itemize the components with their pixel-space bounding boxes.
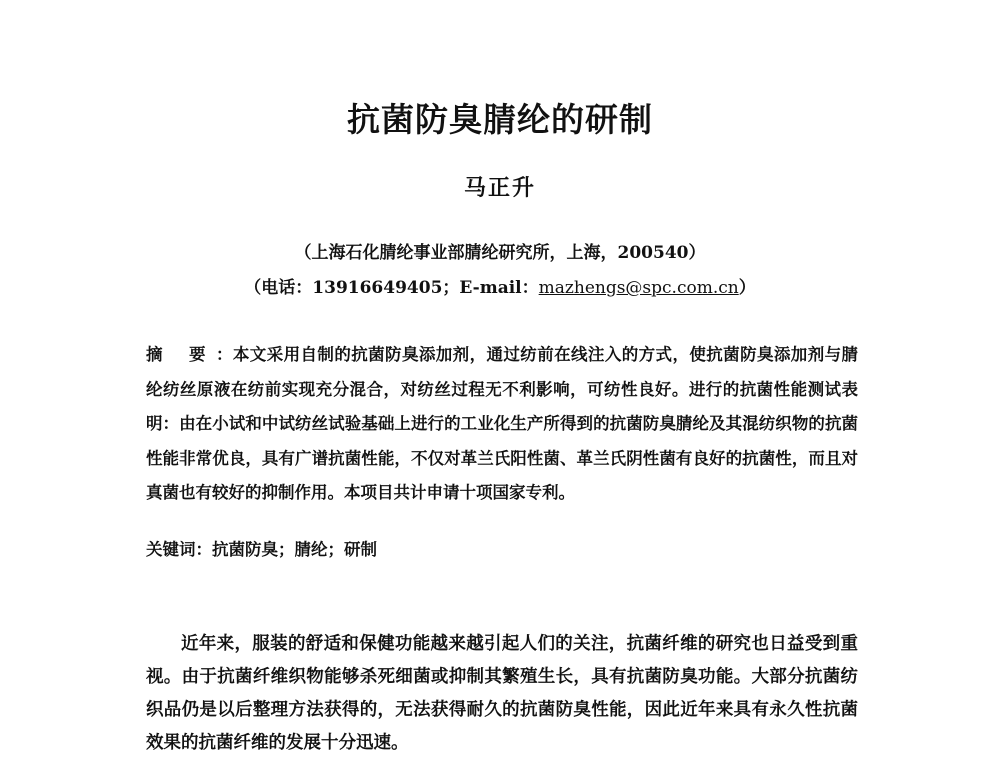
contact-suffix: ） — [738, 278, 756, 298]
author-name: 马正升 — [463, 175, 536, 201]
abstract-label: 摘 要 — [146, 345, 216, 364]
contact-prefix: （电话：13916649405；E-mail： — [244, 278, 539, 298]
keywords-colon: ： — [195, 540, 212, 559]
abstract — [146, 338, 858, 511]
email-link[interactable]: mazhengs@spc.com.cn — [538, 278, 739, 298]
abstract-colon: ： — [215, 345, 233, 364]
abstract-text: 本文采用自制的抗菌防臭添加剂，通过纺前在线注入的方式，使抗菌防臭添加剂与腈纶纺丝原液在纺前实现充分混合，对纺丝过程无不利影响，可纺性良好。进行的抗菌性能测试表明：由在小试和中试纺丝试验基础上进行的工业化生产所得到的抗菌防臭腈纶及其混纺织物的抗菌性能非常优良，具有广谱抗菌性能，不仅对革兰氏阳性菌、革兰氏阴性菌有良好的抗菌性，而且对真菌也有较好的抑制作用。本项目共计申请十项国家专利。 — [146, 345, 858, 502]
keywords-label: 关键词 — [146, 540, 196, 559]
body-paragraph: 近年来，服装的舒适和保健功能越来越引起人们的关注，抗菌纤维的研究也日益受到重视。由于抗菌纤维织物能够杀死细菌或抑制其繁殖生长，具有抗菌防臭功能。大部分抗菌纺织品仍是以后整理方法获得的，无法获得耐久的抗菌防臭性能，因此近年来具有永久性抗菌效果的抗菌纤维的发展十分迅速。 — [146, 634, 858, 753]
affiliation: （上海石化腈纶事业部腈纶研究所，上海，200540） — [294, 243, 706, 263]
contact-line — [0, 275, 1000, 301]
keywords-text: 抗菌防臭；腈纶；研制 — [212, 540, 377, 559]
keywords — [146, 537, 858, 563]
paper-title: 抗菌防臭腈纶的研制 — [347, 100, 653, 139]
